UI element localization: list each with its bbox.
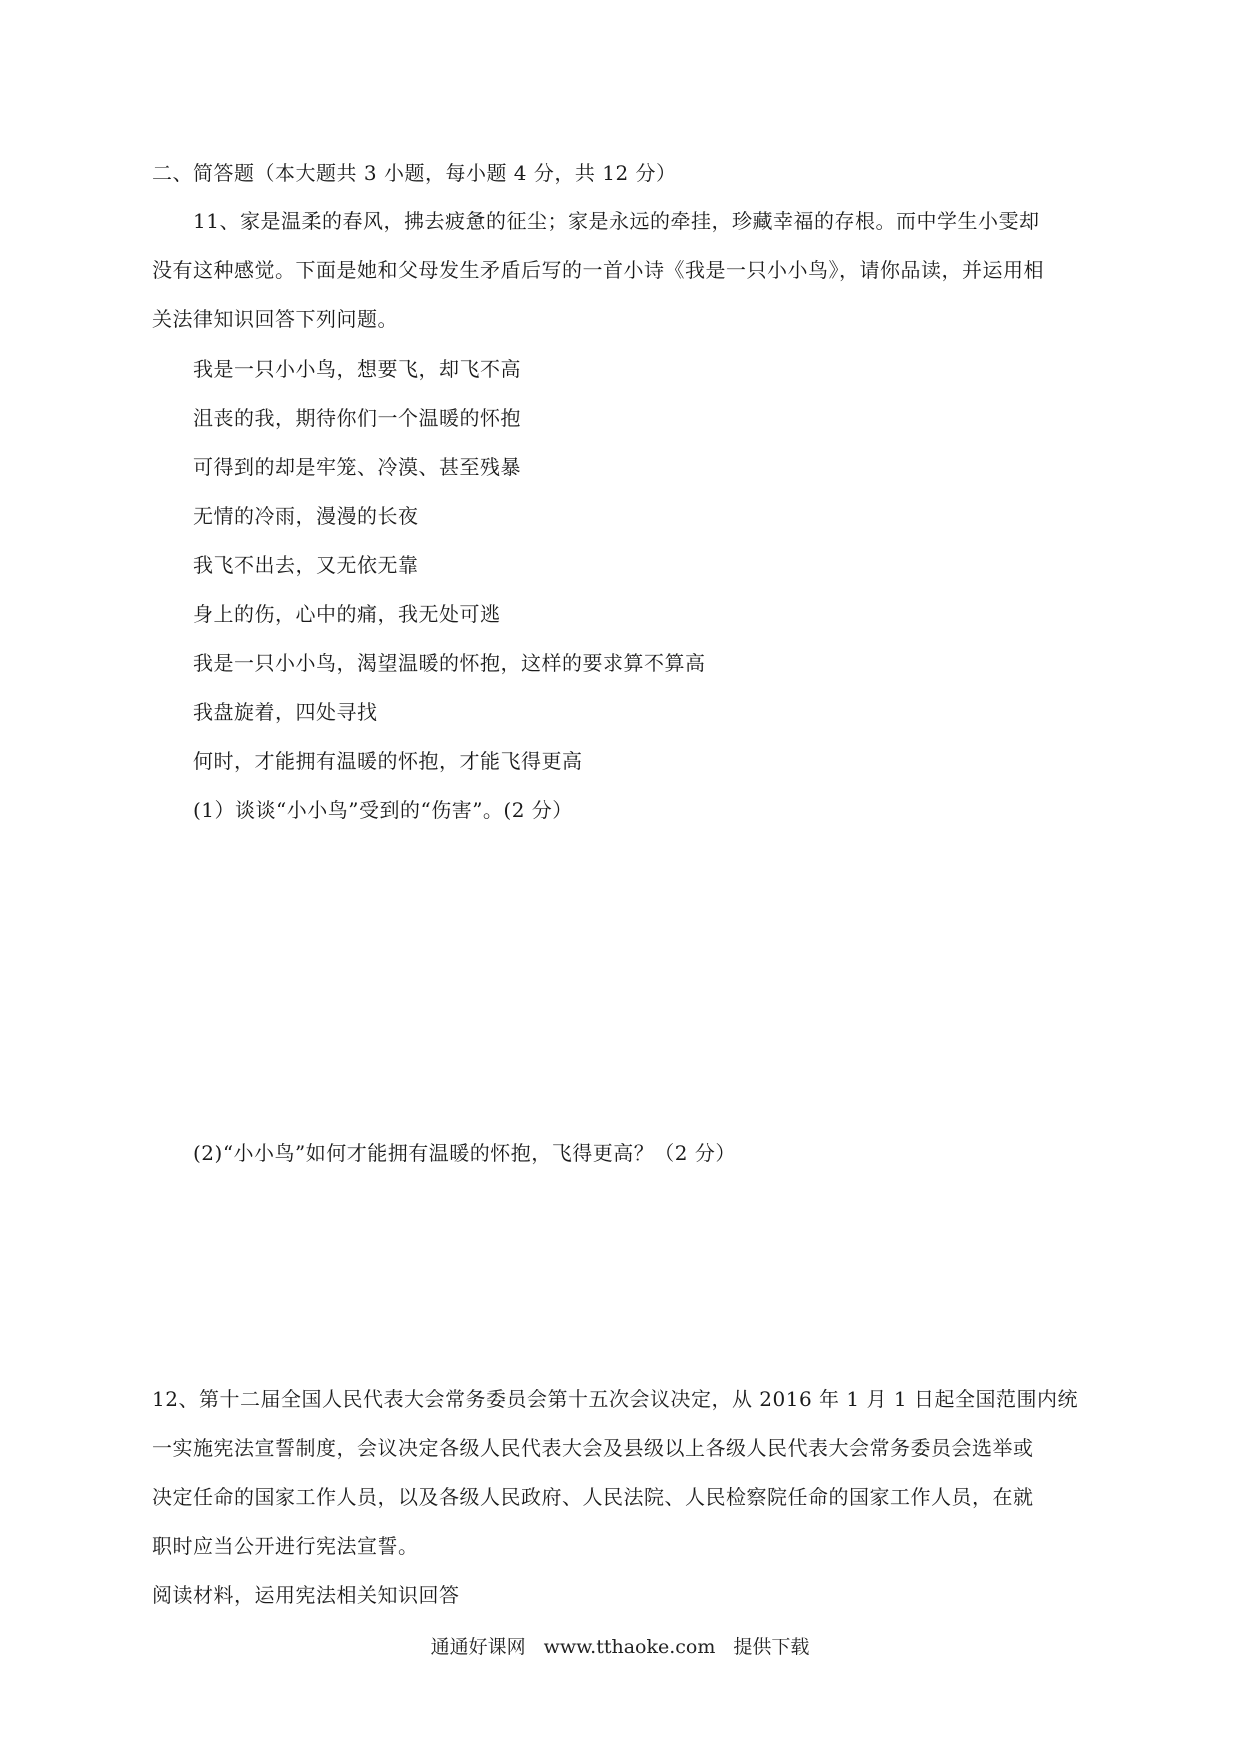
poem-line: 可得到的却是牢笼、冷漠、甚至残暴: [193, 455, 521, 479]
question-12-line: 阅读材料，运用宪法相关知识回答: [152, 1583, 460, 1607]
question-11-intro-line: 没有这种感觉。下面是她和父母发生矛盾后写的一首小诗《我是一只小小鸟》，请你品读，并运用相: [152, 258, 1044, 282]
footer-site-name: 通通好课网: [430, 1636, 526, 1658]
sub-question-1: (1）谈谈“小小鸟”受到的“伤害”。(2 分）: [193, 798, 573, 822]
poem-line: 我盘旋着，四处寻找: [193, 700, 378, 724]
question-12-line: 一实施宪法宣誓制度，会议决定各级人民代表大会及县级以上各级人民代表大会常务委员会选举或: [152, 1436, 1034, 1460]
poem-line: 我是一只小小鸟，渴望温暖的怀抱，这样的要求算不算高: [193, 651, 706, 675]
question-11-intro-line: 11、家是温柔的春风，拂去疲惫的征尘；家是永远的牵挂，珍藏幸福的存根。而中学生小雯却: [193, 209, 1040, 233]
question-12-line: 职时应当公开进行宪法宣誓。: [152, 1534, 419, 1558]
poem-line: 我飞不出去，又无依无靠: [193, 553, 419, 577]
question-12-line: 12、第十二届全国人民代表大会常务委员会第十五次会议决定，从 2016 年 1 月 1 日起全国范围内统: [152, 1387, 1078, 1411]
poem-line: 身上的伤，心中的痛，我无处可逃: [193, 602, 501, 626]
footer-url-link[interactable]: www.tthaoke.com: [543, 1636, 716, 1658]
section-heading: 二、简答题（本大题共 3 小题，每小题 4 分，共 12 分）: [152, 161, 677, 185]
question-12-line: 决定任命的国家工作人员，以及各级人民政府、人民法院、人民检察院任命的国家工作人员，在就: [152, 1485, 1034, 1509]
poem-line: 沮丧的我，期待你们一个温暖的怀抱: [193, 406, 521, 430]
poem-line: 何时，才能拥有温暖的怀抱，才能飞得更高: [193, 749, 583, 773]
footer-note: 提供下载: [733, 1636, 810, 1658]
sub-question-2: (2)“小小鸟”如何才能拥有温暖的怀抱，飞得更高？（2 分）: [193, 1141, 736, 1165]
question-11-intro-line: 关法律知识回答下列问题。: [152, 307, 398, 331]
poem-line: 无情的冷雨，漫漫的长夜: [193, 504, 419, 528]
poem-line: 我是一只小小鸟，想要飞，却飞不高: [193, 357, 521, 381]
page-footer: [0, 1634, 1240, 1660]
